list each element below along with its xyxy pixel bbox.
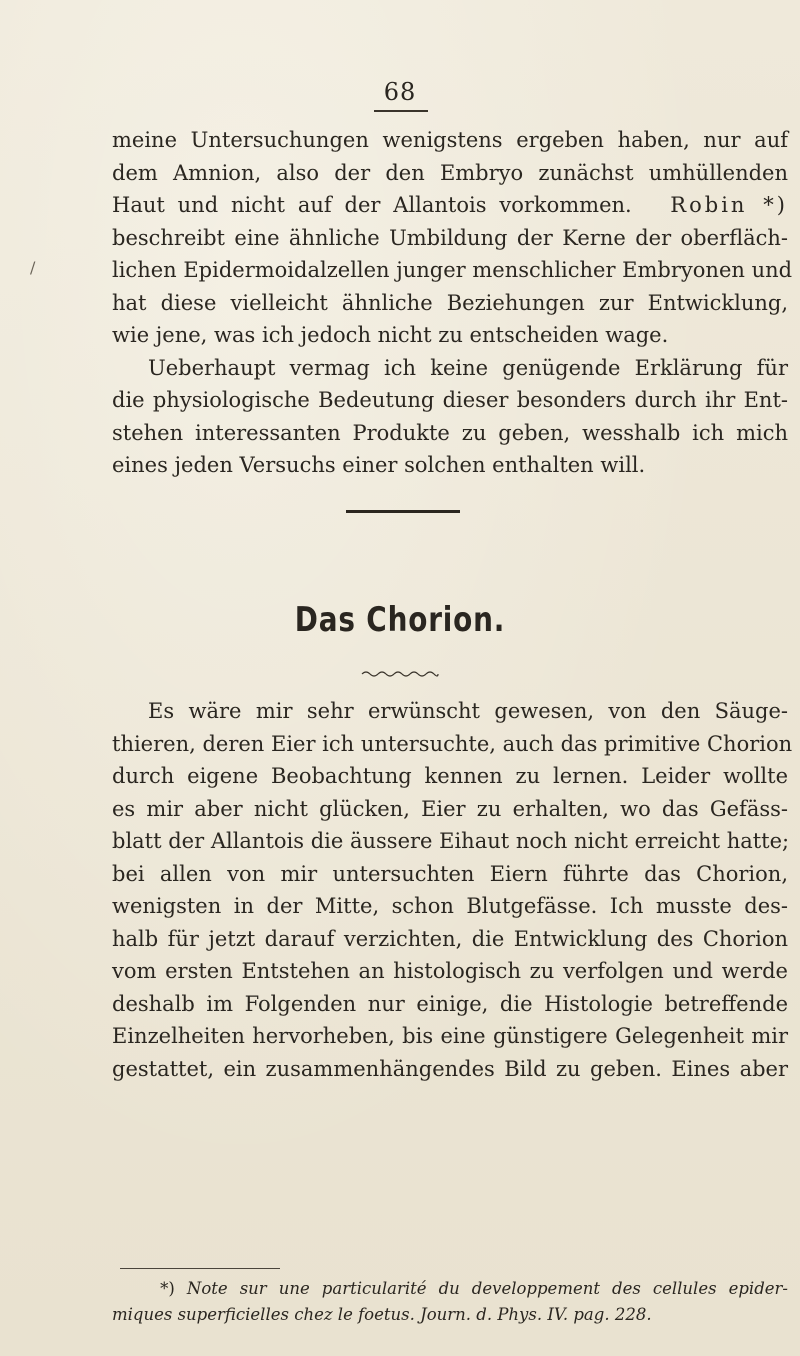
text-line: wie jene, was ich jedoch nicht zu entscheiden wage. <box>112 323 669 347</box>
text-line: hat diese vielleicht ähnliche Beziehungen zur Entwicklung, <box>112 290 788 315</box>
wavy-ornament <box>360 670 440 678</box>
footnote-text: Note sur une particularité du developpement des cellules epider- <box>186 1279 788 1298</box>
text-line: deshalb im Folgenden nur einige, die Histologie betreffende <box>112 991 788 1016</box>
margin-pencil-mark: / <box>30 258 36 277</box>
body-text-lower <box>112 695 793 1085</box>
text-line: beschreibt eine ähnliche Umbildung der Kerne der oberfläch- <box>112 225 788 250</box>
footnote <box>112 1276 788 1328</box>
text-line: wenigsten in der Mitte, schon Blutgefässe. Ich musste des- <box>112 894 788 918</box>
text-line: meine Untersuchungen wenigstens ergeben haben, nur auf <box>112 128 788 152</box>
text-line: halb für jetzt darauf verzichten, die Entwicklung des Chorion <box>112 926 788 951</box>
author-reference: Robin *) <box>670 193 788 217</box>
footnote-marker: *) <box>160 1279 175 1298</box>
page-number: 68 <box>383 78 417 106</box>
text-line: lichen Epidermoidalzellen junger menschlicher Embryonen und <box>112 258 793 282</box>
text-line: stehen interessanten Produkte zu geben, wesshalb ich mich <box>112 420 788 445</box>
section-heading: Das Chorion. <box>294 600 506 640</box>
section-divider-rule <box>346 510 460 513</box>
text-line: die physiologische Bedeutung dieser besonders durch ihr Ent- <box>112 388 788 412</box>
footnote-line: miques superficielles chez le foetus. Journ. d. Phys. IV. pag. 228. <box>112 1305 652 1324</box>
text-line: gestattet, ein zusammenhängendes Bild zu geben. Eines aber <box>112 1056 788 1081</box>
page-number-underline <box>374 110 428 112</box>
text-line: Ueberhaupt vermag ich keine genügende Erklärung für <box>148 355 788 380</box>
text-line: vom ersten Entstehen an histologisch zu verfolgen und werde <box>112 959 788 983</box>
text-line: es mir aber nicht glücken, Eier zu erhalten, wo das Gefäss- <box>112 796 788 821</box>
text-line: eines jeden Versuchs einer solchen enthalten will. <box>112 453 646 477</box>
footnote-line <box>112 1276 788 1302</box>
text-line: Haut und nicht auf der Allantois vorkommen. <box>112 193 632 217</box>
text-line: durch eigene Beobachtung kennen zu lernen. Leider wollte <box>112 764 788 788</box>
text-line: bei allen von mir untersuchten Eiern führte das Chorion, <box>112 861 788 886</box>
text-line: Es wäre mir sehr erwünscht gewesen, von den Säuge- <box>148 699 788 723</box>
text-line: blatt der Allantois die äussere Eihaut noch nicht erreicht hatte; <box>112 829 790 853</box>
body-text-upper <box>112 124 793 482</box>
text-line: Einzelheiten hervorheben, bis eine günstigere Gelegenheit mir <box>112 1024 788 1048</box>
footnote-rule <box>120 1268 280 1269</box>
text-line-with-reference <box>112 189 788 222</box>
text-line: thieren, deren Eier ich untersuchte, auch das primitive Chorion <box>112 731 793 756</box>
text-line: dem Amnion, also der den Embryo zunächst umhüllenden <box>112 160 788 185</box>
